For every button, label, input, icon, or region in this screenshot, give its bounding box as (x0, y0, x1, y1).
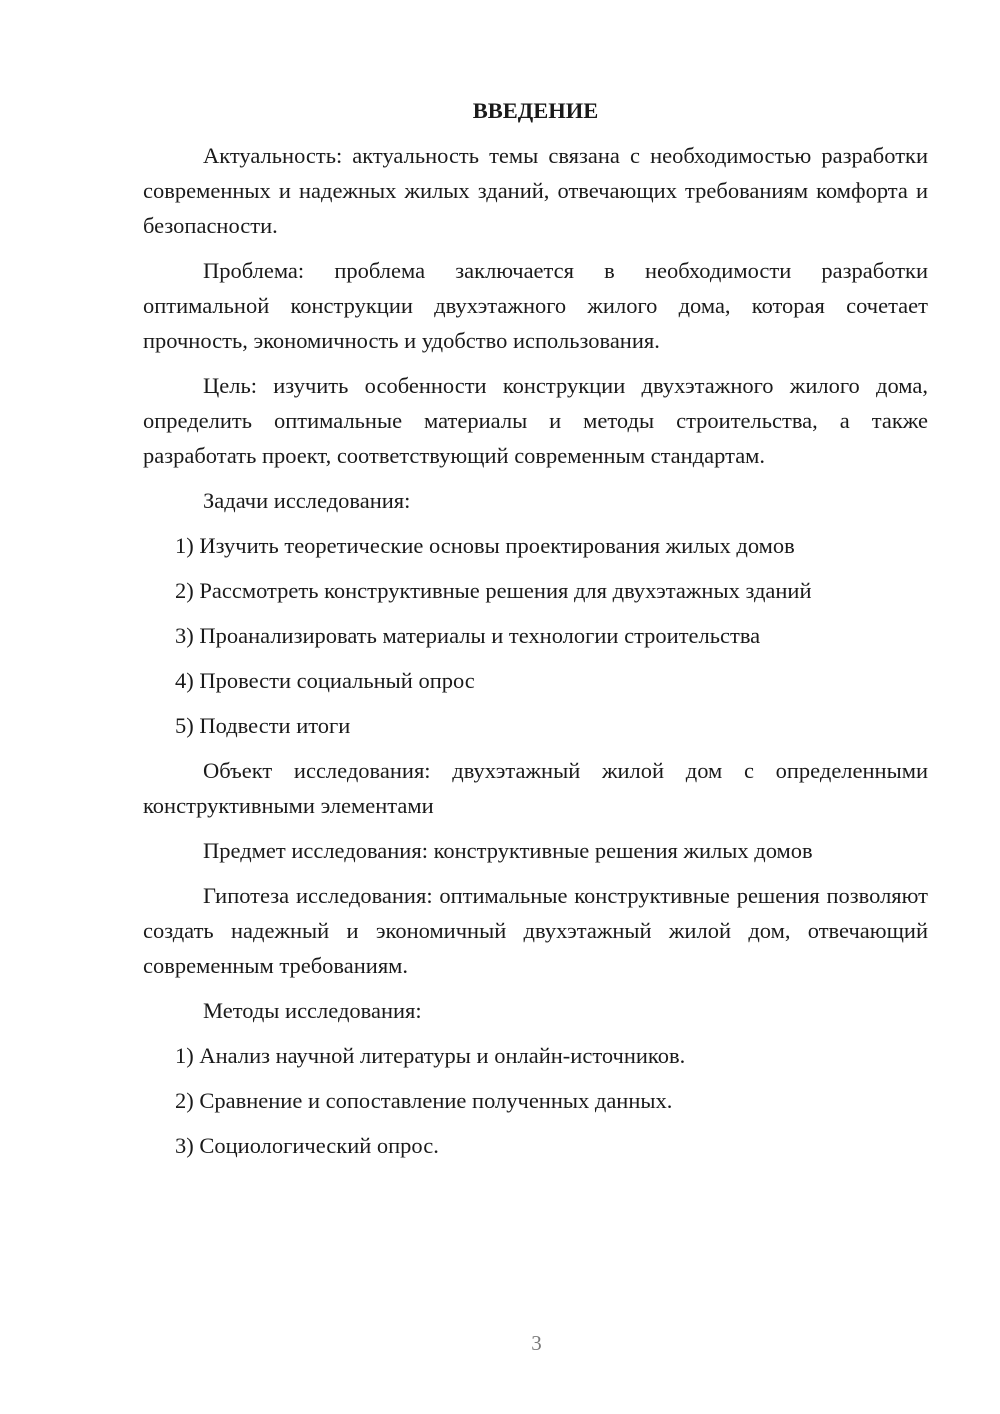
relevance-paragraph: Актуальность: актуальность темы связана с необходимостью разработки современных и надежных жилых зданий, отвечающих требованиям комфорта и безопасности. (143, 143, 928, 238)
task-item: 3) Проанализировать материалы и технологии строительства (175, 623, 761, 648)
goal-paragraph: Цель: изучить особенности конструкции двухэтажного жилого дома, определить оптимальные материалы и методы строительства, а также разработать проект, соответствующий современным стандартам. (143, 373, 928, 468)
task-item: 1) Изучить теоретические основы проектирования жилых домов (175, 533, 795, 558)
section-title: ВВЕДЕНИЕ (472, 98, 599, 123)
object-paragraph: Объект исследования: двухэтажный жилой дом с определенными конструктивными элементами (143, 758, 928, 818)
tasks-heading: Задачи исследования: (203, 488, 411, 513)
subject-paragraph: Предмет исследования: конструктивные решения жилых домов (203, 838, 813, 863)
task-item: 5) Подвести итоги (175, 713, 351, 738)
method-item: 2) Сравнение и сопоставление полученных данных. (175, 1088, 673, 1113)
methods-heading: Методы исследования: (203, 998, 422, 1023)
hypothesis-paragraph: Гипотеза исследования: оптимальные конструктивные решения позволяют создать надежный и экономичный двухэтажный жилой дом, отвечающий современным требованиям. (143, 883, 928, 978)
method-item: 1) Анализ научной литературы и онлайн-источников. (175, 1043, 686, 1068)
document-body (143, 93, 928, 1173)
task-item: 4) Провести социальный опрос (175, 668, 475, 693)
problem-paragraph: Проблема: проблема заключается в необходимости разработки оптимальной конструкции двухэтажного жилого дома, которая сочетает прочность, экономичность и удобство использования. (143, 258, 928, 353)
page-number: 3 (531, 1331, 542, 1355)
method-item: 3) Социологический опрос. (175, 1133, 439, 1158)
task-item: 2) Рассмотреть конструктивные решения для двухэтажных зданий (175, 578, 812, 603)
